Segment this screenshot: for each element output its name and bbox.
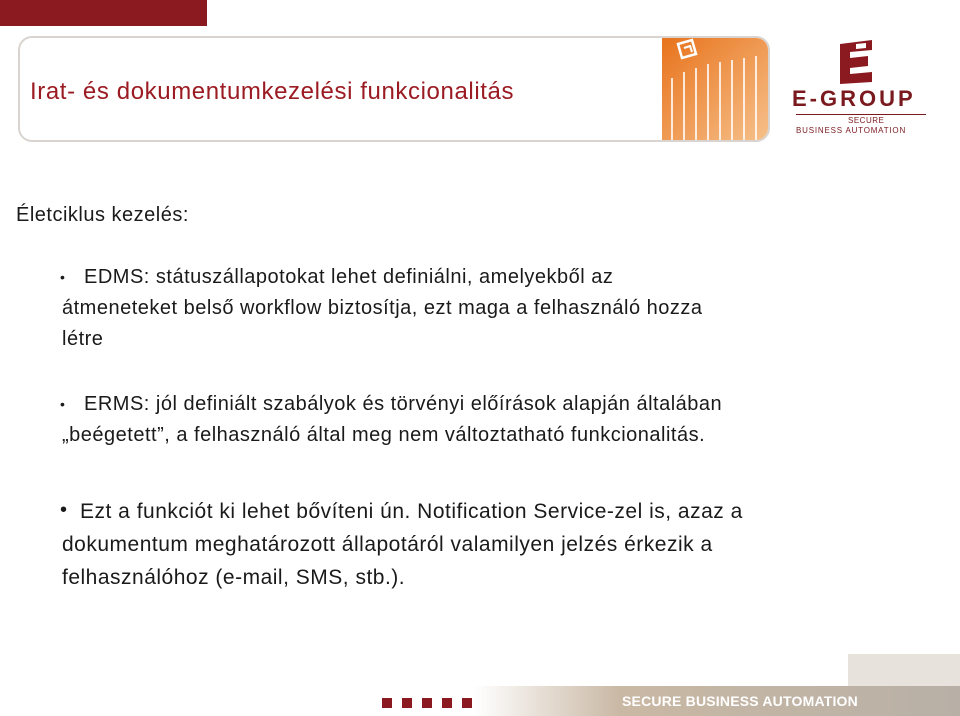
bullet-3-line-1: Ezt a funkciót ki lehet bővíteni ún. Notification Service-zel is, azaz a <box>80 500 743 523</box>
bullet-2-line-1: ERMS: jól definiált szabályok és törvényi előírások alapján általában <box>84 393 723 415</box>
footer-text: SECURE BUSINESS AUTOMATION <box>622 693 858 709</box>
logo-tagline: BUSINESS AUTOMATION <box>796 126 907 135</box>
footer-dot <box>462 698 472 708</box>
bullet-1-line-1: EDMS: státuszállapotokat lehet definiálni, amelyekből az <box>84 266 614 288</box>
building-image <box>662 38 768 140</box>
footer-dot <box>382 698 392 708</box>
e-group-logo <box>792 40 932 136</box>
bullet-icon: • <box>60 269 66 285</box>
bullet-1-line-3: létre <box>62 328 104 350</box>
page-title: Irat- és dokumentumkezelési funkcionalitás <box>30 78 515 105</box>
top-accent-bar <box>0 0 207 26</box>
logo-divider <box>796 114 926 115</box>
title-box <box>18 36 770 142</box>
bullet-1-line-2: átmeneteket belső workflow biztosítja, ezt maga a felhasználó hozza <box>62 297 703 319</box>
footer-dot <box>442 698 452 708</box>
bullet-icon: • <box>60 499 68 521</box>
footer-corner-block <box>848 654 960 686</box>
footer-dot <box>422 698 432 708</box>
footer-dots <box>382 698 472 708</box>
logo-name: E-GROUP <box>792 86 916 111</box>
logo-secure-text: SECURE <box>848 116 885 125</box>
section-heading: Életciklus kezelés: <box>16 204 189 226</box>
bullet-icon: • <box>60 396 66 412</box>
e-group-logo-icon <box>836 40 876 84</box>
bullet-3-line-2: dokumentum meghatározott állapotáról valamilyen jelzés érkezik a <box>62 533 713 556</box>
bullet-2-line-2: „beégetett”, a felhasználó által meg nem változtatható funkcionalitás. <box>62 424 706 446</box>
footer-dot <box>402 698 412 708</box>
bullet-3-line-3: felhasználóhoz (e-mail, SMS, stb.). <box>62 566 406 589</box>
